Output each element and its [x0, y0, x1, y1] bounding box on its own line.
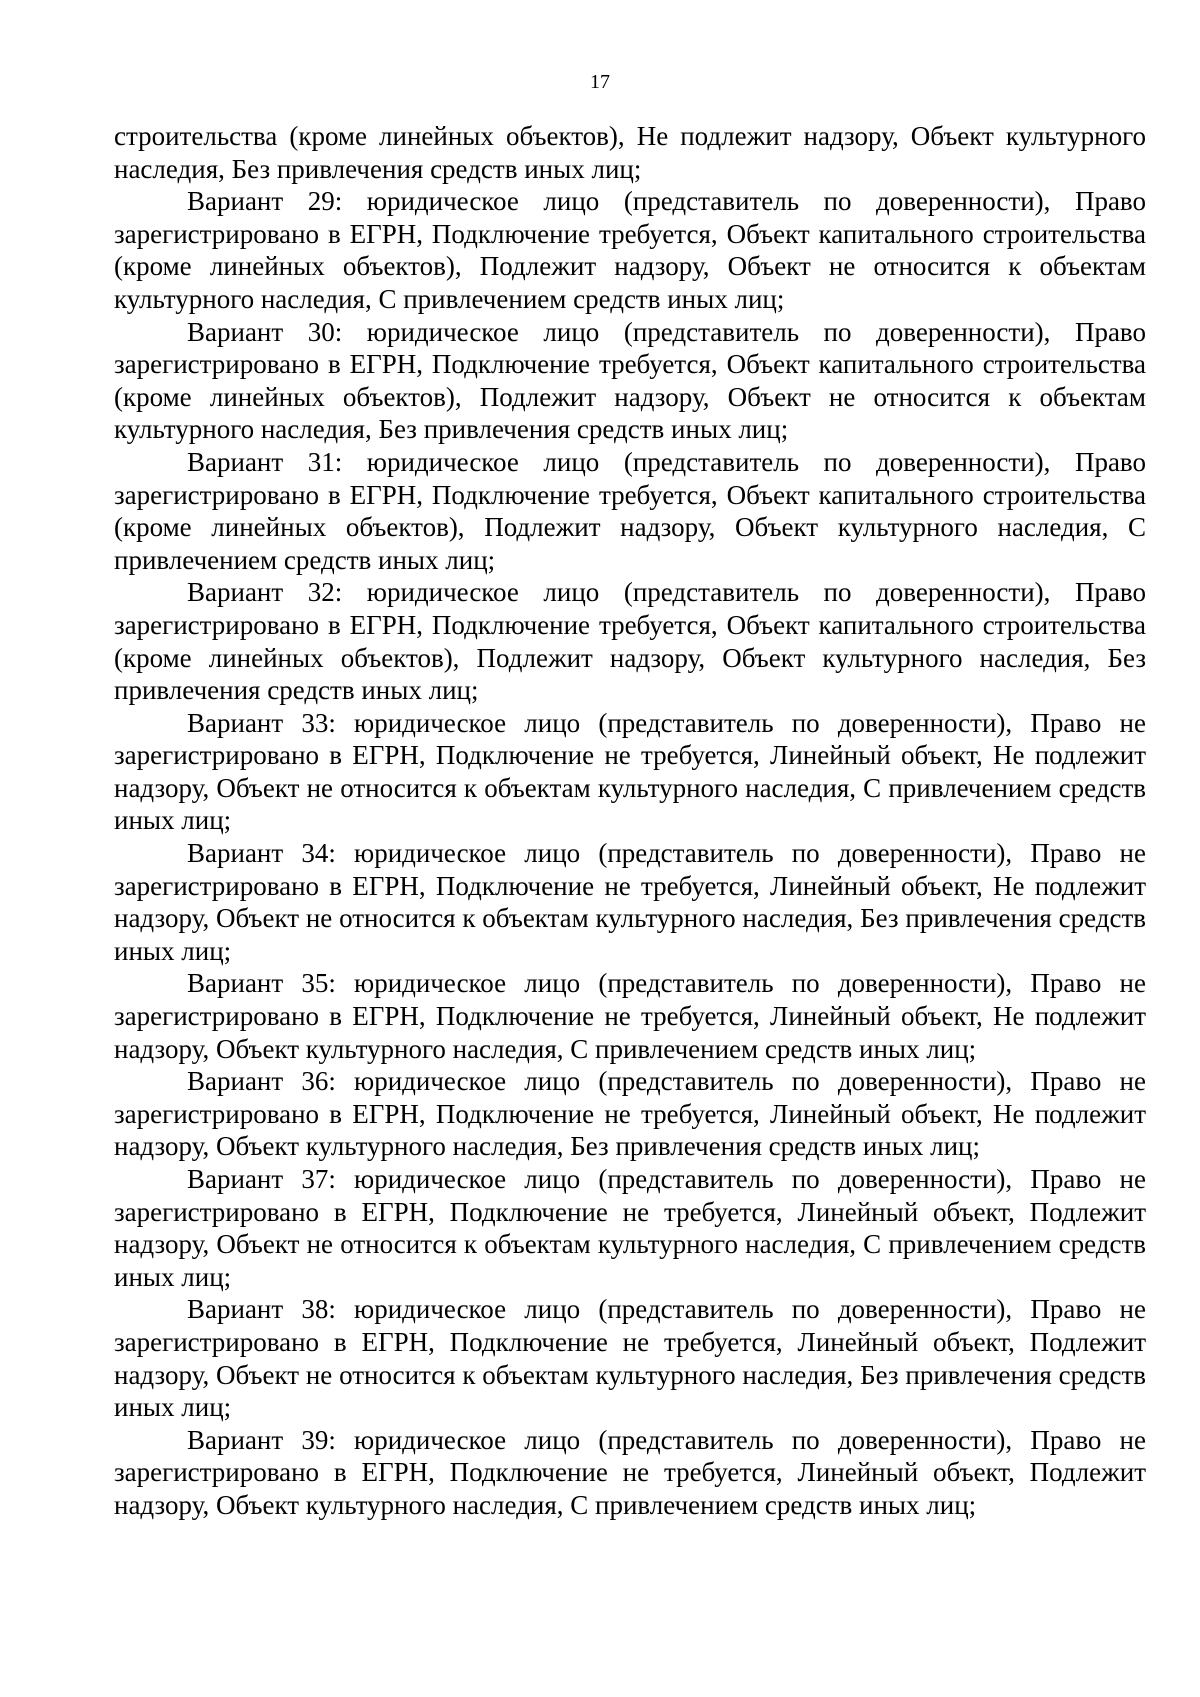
- paragraph-variant-34: Вариант 34: юридическое лицо (представитель по доверенности), Право не зарегистрировано в ЕГРН, Подключение не требуется, Линейный объект, Не подлежит надзору, Объект не относится к объектам культурного наследия, Без привлечения средств иных лиц;: [114, 838, 1146, 966]
- paragraph-variant-32: Вариант 32: юридическое лицо (представитель по доверенности), Право зарегистрировано в ЕГРН, Подключение требуется, Объект капитального строительства (кроме линейных объектов), Подлежит надзору, Объект культурного наследия, Без привлечения средств иных лиц;: [114, 577, 1146, 706]
- paragraph-variant-35: Вариант 35: юридическое лицо (представитель по доверенности), Право не зарегистрировано в ЕГРН, Подключение не требуется, Линейный объект, Не подлежит надзору, Объект культурного наследия, С привлечением средств иных лиц;: [114, 968, 1146, 1064]
- paragraph-variant-33: Вариант 33: юридическое лицо (представитель по доверенности), Право не зарегистрировано в ЕГРН, Подключение не требуется, Линейный объект, Не подлежит надзору, Объект не относится к объектам культурного наследия, С привлечением средств иных лиц;: [114, 707, 1146, 836]
- paragraph-variant-39: Вариант 39: юридическое лицо (представитель по доверенности), Право не зарегистрировано в ЕГРН, Подключение не требуется, Линейный объект, Подлежит надзору, Объект культурного наследия, С привлечением средств иных лиц;: [114, 1424, 1146, 1520]
- paragraph-variant-38: Вариант 38: юридическое лицо (представитель по доверенности), Право не зарегистрировано в ЕГРН, Подключение не требуется, Линейный объект, Подлежит надзору, Объект не относится к объектам культурного наследия, Без привлечения средств иных лиц;: [114, 1294, 1146, 1423]
- paragraph-variant-37: Вариант 37: юридическое лицо (представитель по доверенности), Право не зарегистрировано в ЕГРН, Подключение не требуется, Линейный объект, Подлежит надзору, Объект не относится к объектам культурного наследия, С привлечением средств иных лиц;: [114, 1164, 1146, 1292]
- page-number: 17: [590, 71, 610, 93]
- paragraph-variant-36: Вариант 36: юридическое лицо (представитель по доверенности), Право не зарегистрировано в ЕГРН, Подключение не требуется, Линейный объект, Не подлежит надзору, Объект культурного наследия, Без привлечения средств иных лиц;: [114, 1066, 1146, 1162]
- paragraph-variant-30: Вариант 30: юридическое лицо (представитель по доверенности), Право зарегистрировано в ЕГРН, Подключение требуется, Объект капитального строительства (кроме линейных объектов), Подлежит надзору, Объект не относится к объектам культурного наследия, Без привлечения средств иных лиц;: [114, 316, 1146, 445]
- paragraph-variant-29: Вариант 29: юридическое лицо (представитель по доверенности), Право зарегистрировано в ЕГРН, Подключение требуется, Объект капитального строительства (кроме линейных объектов), Подлежит надзору, Объект не относится к объектам культурного наследия, С привлечением средств иных лиц;: [114, 186, 1146, 314]
- document-body: [114, 120, 1146, 1522]
- paragraph-continuation: строительства (кроме линейных объектов), Не подлежит надзору, Объект культурного наследия, Без привлечения средств иных лиц;: [114, 121, 1146, 184]
- paragraph-variant-31: Вариант 31: юридическое лицо (представитель по доверенности), Право зарегистрировано в ЕГРН, Подключение требуется, Объект капитального строительства (кроме линейных объектов), Подлежит надзору, Объект культурного наследия, С привлечением средств иных лиц;: [114, 446, 1146, 575]
